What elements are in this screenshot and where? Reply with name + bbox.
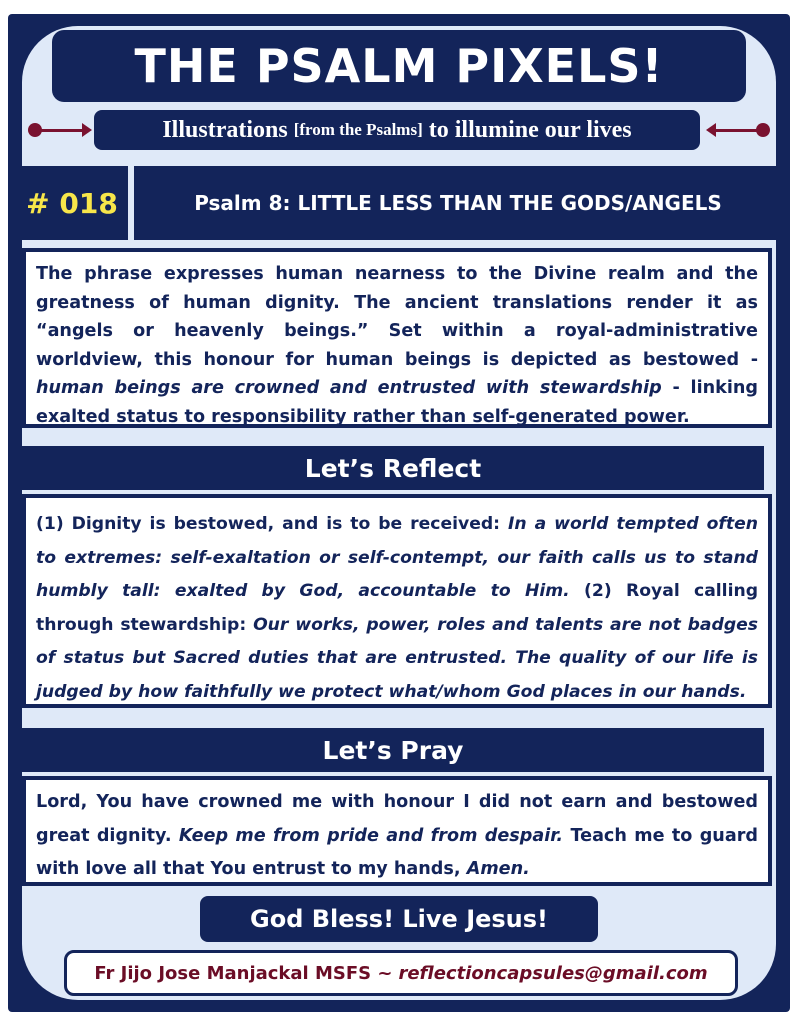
blessing-text: God Bless! Live Jesus! [250, 905, 548, 933]
left-arrowhead-icon [82, 123, 92, 137]
subtitle-banner [28, 108, 770, 154]
subtitle-pre: Illustrations [162, 116, 288, 143]
prayer-italic1: Keep me from pride and from despair. [178, 825, 564, 846]
psalm-title [134, 166, 782, 240]
prayer-part2: Teach me to guard with love all that You entrust to my hands, [36, 825, 758, 879]
author-email: reflectioncapsules@gmail.com [398, 962, 708, 984]
pray-heading [22, 728, 764, 772]
intro-italic: human beings are crowned and entrusted with stewardship [36, 378, 662, 398]
author-name: Fr Jijo Jose Manjackal MSFS ~ [94, 962, 393, 984]
prayer-paragraph [22, 776, 772, 886]
subtitle-bracket: [from the Psalms] [293, 120, 423, 139]
intro-part2: - linking exalted status to responsibility rather than self-generated power. [36, 378, 758, 427]
episode-number [16, 166, 128, 240]
blessing-banner [200, 896, 598, 942]
prayer-part1: Lord, You have crowned me with honour I did not earn and bestowed great dignity. [36, 792, 758, 846]
pray-heading-text: Let’s Pray [322, 735, 464, 765]
subtitle-post: to illumine our lives [428, 116, 632, 143]
subtitle-box [94, 110, 700, 150]
reflect-point2-text: Our works, power, roles and talents are not badges of status but Sacred duties that are entrusted. The quality of our life is judged by how faithfully we protect what/whom God places in our hands. [36, 614, 759, 702]
left-arrow-icon [34, 129, 86, 132]
reflect-point1-text: In a world tempted often to extremes: self-exaltation or self-contempt, our faith calls us to stand humbly tall: exalted by God, accountable to Him. [36, 514, 758, 601]
reflect-point1-label: (1) Dignity is bestowed, and is to be received: [36, 514, 501, 534]
reflect-point2-label: (2) Royal calling through stewardship: [36, 581, 759, 635]
reflect-paragraph [22, 494, 772, 708]
intro-paragraph [22, 248, 772, 428]
right-arrow-dot-icon [756, 123, 770, 137]
title-text: THE PSALM PIXELS! [134, 39, 664, 93]
author-credit [64, 950, 738, 996]
prayer-italic2: Amen. [466, 859, 530, 879]
episode-number-text: # 018 [26, 186, 118, 220]
poster-title [52, 30, 746, 102]
psalm-title-text: Psalm 8: LITTLE LESS THAN THE GODS/ANGELS [194, 191, 722, 215]
reflect-heading [22, 446, 764, 490]
reflect-heading-text: Let’s Reflect [304, 453, 482, 483]
intro-part1: The phrase expresses human nearness to the Divine realm and the greatness of human dignity. The ancient translations render it as “angels or heavenly beings.” Set within a royal-administrative worldview, this honour for human beings is depicted as bestowed - [36, 264, 758, 370]
